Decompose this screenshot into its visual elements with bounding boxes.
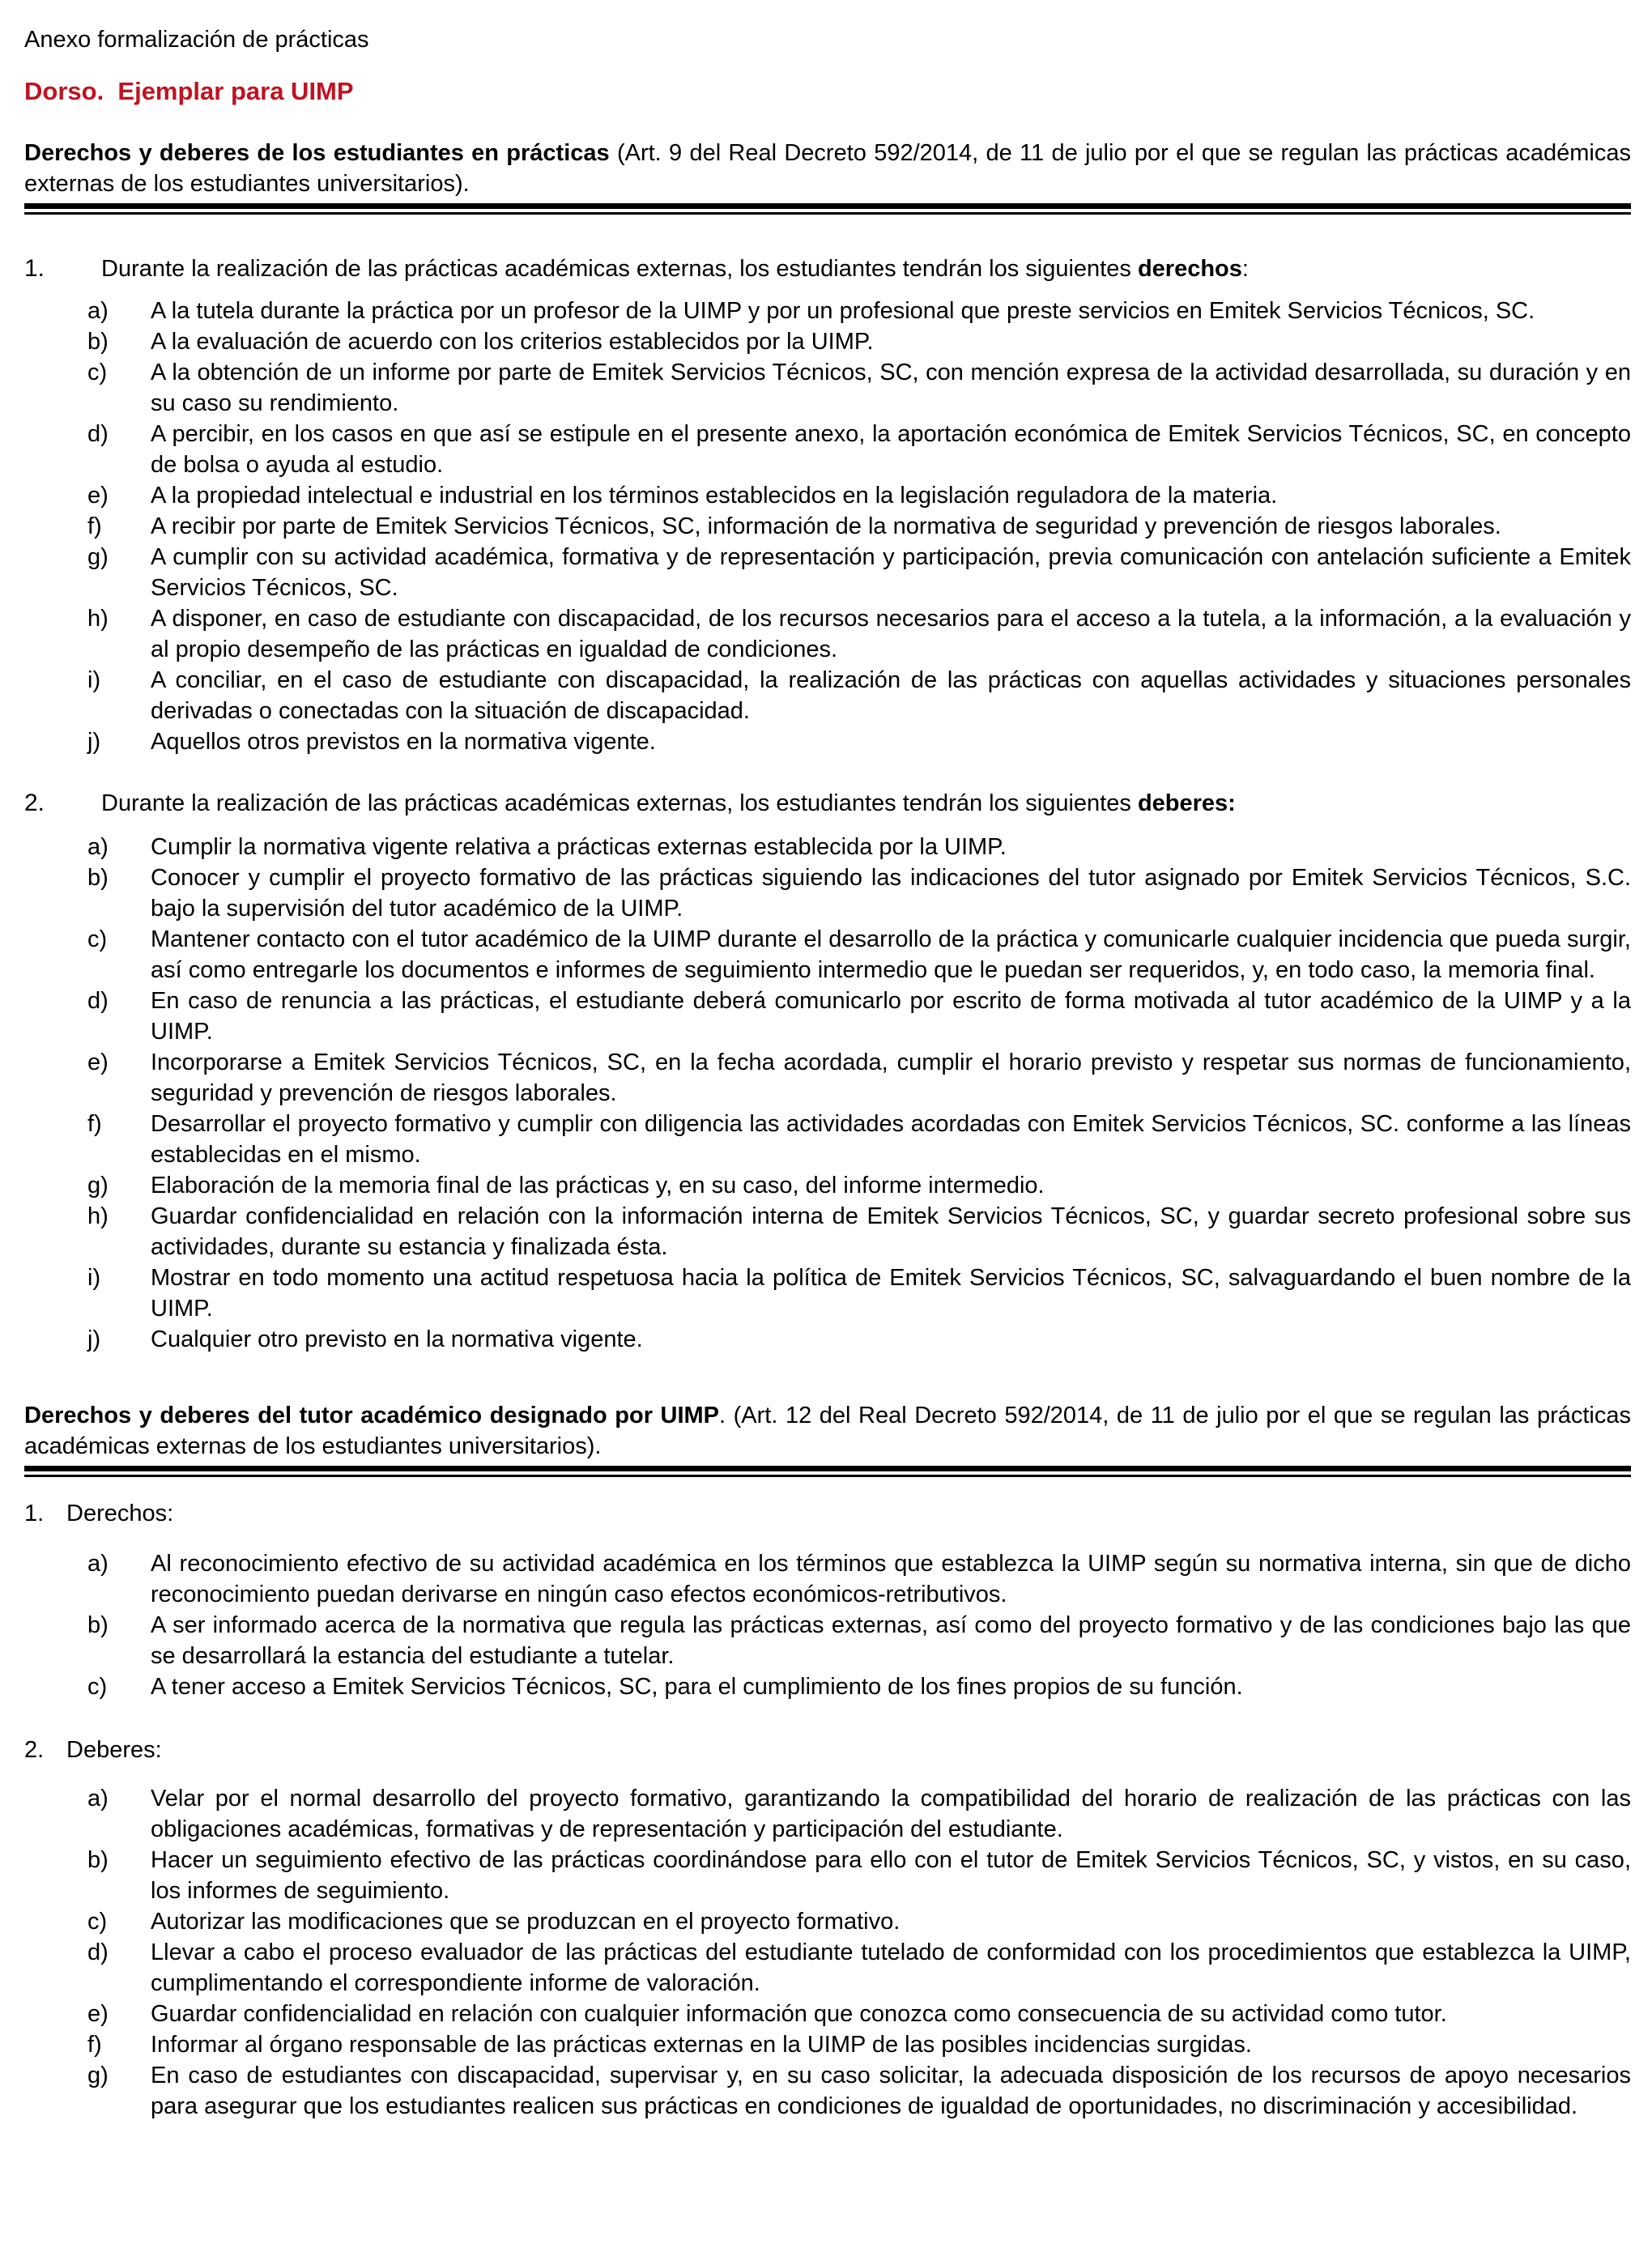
list-item-text: Aquellos otros previstos en la normativa vigente.	[151, 729, 656, 755]
list-item	[24, 1047, 1631, 1109]
list-item	[24, 480, 1631, 511]
list-item-text: A tener acceso a Emitek Servicios Técnicos, SC, para el cumplimiento de los fines propios de su función.	[151, 1674, 1243, 1700]
list-item	[24, 542, 1631, 603]
list-item-text: A cumplir con su actividad académica, formativa y de representación y participación, previa comunicación con antelación suficiente a Emitek Servicios Técnicos, SC.	[151, 544, 1631, 601]
students-rights-list	[24, 296, 1631, 757]
list-item	[24, 296, 1631, 326]
list-item-marker: f)	[87, 2032, 102, 2058]
list-item	[24, 862, 1631, 924]
list-item-marker: f)	[87, 1111, 102, 1137]
list-item	[24, 2060, 1631, 2122]
section-rule	[24, 203, 1631, 215]
list-item-text: A percibir, en los casos en que así se estipule en el presente anexo, la aportación económica de Emitek Servicios Técnicos, SC, en concepto de bolsa o ayuda al estudio.	[151, 421, 1631, 478]
list-item-text: A conciliar, en el caso de estudiante con discapacidad, la realización de las prácticas con aquellas actividades y situaciones personales derivadas o conectadas con la situación de discapacidad.	[151, 667, 1631, 724]
list-item	[24, 726, 1631, 757]
list-item-text: A disponer, en caso de estudiante con discapacidad, de los recursos necesarios para el acceso a la tutela, a la información, a la evaluación y al propio desempeño de las prácticas en igualdad de condiciones.	[151, 606, 1631, 662]
list-item	[24, 419, 1631, 480]
students-rights-intro	[24, 253, 1631, 284]
list-item-text: Velar por el normal desarrollo del proyecto formativo, garantizando la compatibilidad del horario de realización de las prácticas con las obligaciones académicas, formativas y de representación y participación del estudiante.	[151, 1786, 1631, 1842]
list-item-text: A la obtención de un informe por parte de Emitek Servicios Técnicos, SC, con mención expresa de la actividad desarrollada, su duración y en su caso su rendimiento.	[151, 360, 1631, 416]
list-item-marker: c)	[87, 926, 108, 952]
list-item-marker: f)	[87, 513, 102, 539]
intro-text	[101, 788, 1631, 819]
list-item-text: A la tutela durante la práctica por un profesor de la UIMP y por un profesional que preste servicios en Emitek Servicios Técnicos, SC.	[151, 298, 1535, 324]
list-item-text: Cualquier otro previsto en la normativa vigente.	[151, 1326, 643, 1352]
list-item-marker: g)	[87, 2063, 109, 2088]
item-number: 1.	[24, 1501, 45, 1526]
list-item-marker: a)	[87, 298, 109, 324]
heading-article-text: . (Art. 12 del Real Decreto 592/2014, de 11 de julio por el que se regulan las prácticas académicas externas de los estudiantes universitarios).	[24, 1403, 1631, 1459]
list-item-marker: h)	[87, 1203, 109, 1229]
list-item	[24, 1170, 1631, 1201]
list-item-text: Mantener contacto con el tutor académico de la UIMP durante el desarrollo de la práctica y comunicarle cualquier incidencia que pueda surgir, así como entregarle los documentos e informes de seguimiento intermedio que le puedan ser requeridos, y, en todo caso, la memoria final.	[151, 926, 1631, 983]
item-number: 2.	[24, 1737, 45, 1763]
list-item	[24, 924, 1631, 986]
list-item	[24, 603, 1631, 665]
list-item-marker: b)	[87, 1612, 109, 1638]
list-item-text: A recibir por parte de Emitek Servicios Técnicos, SC, información de la normativa de seguridad y prevención de riesgos laborales.	[151, 513, 1501, 539]
list-item-text: Llevar a cabo el proceso evaluador de las prácticas del estudiante tutelado de conformidad con los procedimientos que establezca la UIMP, cumplimentando el correspondiente informe de valoración.	[151, 1939, 1631, 1996]
intro-post: :	[1241, 256, 1249, 282]
list-item	[24, 2029, 1631, 2060]
list-item	[24, 1324, 1631, 1355]
list-item	[24, 1201, 1631, 1262]
list-item-text: En caso de estudiantes con discapacidad, supervisar y, en su caso solicitar, la adecuada disposición de los recursos de apoyo necesarios para asegurar que los estudiantes realicen sus prácticas en condiciones de igualdad de oportunidades, no discriminación y accesibilidad.	[151, 2063, 1631, 2119]
heading-bold-text: Derechos y deberes de los estudiantes en prácticas	[24, 140, 610, 166]
list-item-text: Conocer y cumplir el proyecto formativo de las prácticas siguiendo las indicaciones del tutor asignado por Emitek Servicios Técnicos, S.C. bajo la supervisión del tutor académico de la UIMP.	[151, 865, 1631, 922]
list-item-text: Desarrollar el proyecto formativo y cumplir con diligencia las actividades acordadas con Emitek Servicios Técnicos, SC. conforme a las líneas establecidas en el mismo.	[151, 1111, 1631, 1168]
list-item-text: Mostrar en todo momento una actitud respetuosa hacia la política de Emitek Servicios Técnicos, SC, salvaguardando el buen nombre de la UIMP.	[151, 1265, 1631, 1322]
list-item-marker: c)	[87, 1674, 108, 1700]
intro-pre: Durante la realización de las prácticas académicas externas, los estudiantes tendrán los siguientes	[101, 790, 1138, 816]
list-item	[24, 1109, 1631, 1170]
list-item-marker: i)	[87, 667, 101, 693]
list-item-marker: e)	[87, 2001, 109, 2027]
list-item	[24, 326, 1631, 357]
list-item-text: Al reconocimiento efectivo de su actividad académica en los términos que establezca la UIMP según su normativa interna, sin que de dicho reconocimiento puedan derivarse en ningún caso efectos económicos-retributivos.	[151, 1551, 1631, 1607]
list-item-marker: e)	[87, 1049, 109, 1075]
heading-article-text: (Art. 9 del Real Decreto 592/2014, de 11 de julio por el que se regulan las prácticas académicas externas de los estudiantes universitarios).	[24, 140, 1631, 197]
list-item	[24, 1671, 1631, 1702]
subsection-title: Derechos:	[66, 1501, 174, 1526]
tutor-rights-list	[24, 1548, 1631, 1702]
tutor-duties-list	[24, 1783, 1631, 2122]
students-duties-list	[24, 832, 1631, 1355]
list-item	[24, 1610, 1631, 1671]
list-item-text: A ser informado acerca de la normativa que regula las prácticas externas, así como del proyecto formativo y de las condiciones bajo las que se desarrollará la estancia del estudiante a tutelar.	[151, 1612, 1631, 1669]
list-item-marker: a)	[87, 1786, 109, 1812]
list-item-marker: e)	[87, 483, 109, 509]
students-section-heading	[24, 138, 1631, 199]
list-item-marker: i)	[87, 1265, 101, 1291]
list-item-marker: g)	[87, 1173, 109, 1199]
list-item	[24, 1845, 1631, 1906]
intro-pre: Durante la realización de las prácticas académicas externas, los estudiantes tendrán los siguientes	[101, 256, 1138, 282]
list-item-marker: a)	[87, 1551, 109, 1577]
tutor-duties-title	[24, 1735, 1631, 1765]
annex-title: Anexo formalización de prácticas	[24, 27, 369, 53]
list-item-text: Guardar confidencialidad en relación con cualquier información que conozca como consecuencia de su actividad como tutor.	[151, 2001, 1447, 2027]
list-item-text: Informar al órgano responsable de las prácticas externas en la UIMP de las posibles incidencias surgidas.	[151, 2032, 1252, 2058]
list-item-text: Cumplir la normativa vigente relativa a prácticas externas establecida por la UIMP.	[151, 834, 1007, 860]
list-item-marker: j)	[87, 1326, 101, 1352]
list-item-marker: d)	[87, 988, 109, 1014]
list-item-marker: b)	[87, 329, 109, 355]
list-item-text: Elaboración de la memoria final de las prácticas y, en su caso, del informe intermedio.	[151, 1173, 1045, 1199]
list-item-text: Hacer un seguimiento efectivo de las prácticas coordinándose para ello con el tutor de Emitek Servicios Técnicos, SC, y vistos, en su caso, los informes de seguimiento.	[151, 1847, 1631, 1904]
list-item	[24, 511, 1631, 542]
list-item	[24, 986, 1631, 1047]
list-item-text: Autorizar las modificaciones que se produzcan en el proyecto formativo.	[151, 1909, 901, 1935]
list-item-text: A la propiedad intelectual e industrial en los términos establecidos en la legislación reguladora de la materia.	[151, 483, 1278, 509]
list-item	[24, 1937, 1631, 1999]
list-item-marker: b)	[87, 865, 109, 891]
item-number: 1.	[24, 255, 45, 282]
list-item-text: En caso de renuncia a las prácticas, el estudiante deberá comunicarlo por escrito de forma motivada al tutor académico de la UIMP y a la UIMP.	[151, 988, 1631, 1045]
subsection-title: Deberes:	[66, 1737, 162, 1763]
tutor-rights-title	[24, 1498, 1631, 1529]
list-item-marker: g)	[87, 544, 109, 570]
list-item	[24, 1999, 1631, 2029]
list-item-marker: b)	[87, 1847, 109, 1873]
intro-bold: deberes:	[1137, 790, 1236, 816]
list-item	[24, 1262, 1631, 1324]
list-item-text: Incorporarse a Emitek Servicios Técnicos, SC, en la fecha acordada, cumplir el horario previsto y respetar sus normas de funcionamiento, seguridad y prevención de riesgos laborales.	[151, 1049, 1631, 1106]
list-item	[24, 1906, 1631, 1937]
list-item	[24, 1783, 1631, 1845]
list-item-marker: h)	[87, 606, 109, 632]
intro-bold: derechos	[1137, 256, 1242, 282]
section-rule	[24, 1466, 1631, 1477]
intro-text	[101, 253, 1631, 284]
item-number: 2.	[24, 790, 45, 816]
tutor-section-heading	[24, 1400, 1631, 1462]
heading-bold-text: Derechos y deberes del tutor académico designado por UIMP	[24, 1403, 720, 1428]
list-item-text: A la evaluación de acuerdo con los criterios establecidos por la UIMP.	[151, 329, 874, 355]
list-item	[24, 832, 1631, 862]
list-item	[24, 1548, 1631, 1610]
list-item	[24, 665, 1631, 726]
list-item-marker: d)	[87, 1939, 109, 1965]
list-item-marker: c)	[87, 1909, 108, 1935]
list-item-marker: j)	[87, 729, 101, 755]
list-item-marker: c)	[87, 360, 108, 385]
list-item-marker: a)	[87, 834, 109, 860]
copy-for-uimp-label: Dorso. Ejemplar para UIMP	[24, 77, 354, 105]
list-item-text: Guardar confidencialidad en relación con la información interna de Emitek Servicios Técnicos, SC, y guardar secreto profesional sobre sus actividades, durante su estancia y finalizada ésta.	[151, 1203, 1631, 1260]
list-item-marker: d)	[87, 421, 109, 447]
list-item	[24, 357, 1631, 419]
students-duties-intro	[24, 788, 1631, 819]
